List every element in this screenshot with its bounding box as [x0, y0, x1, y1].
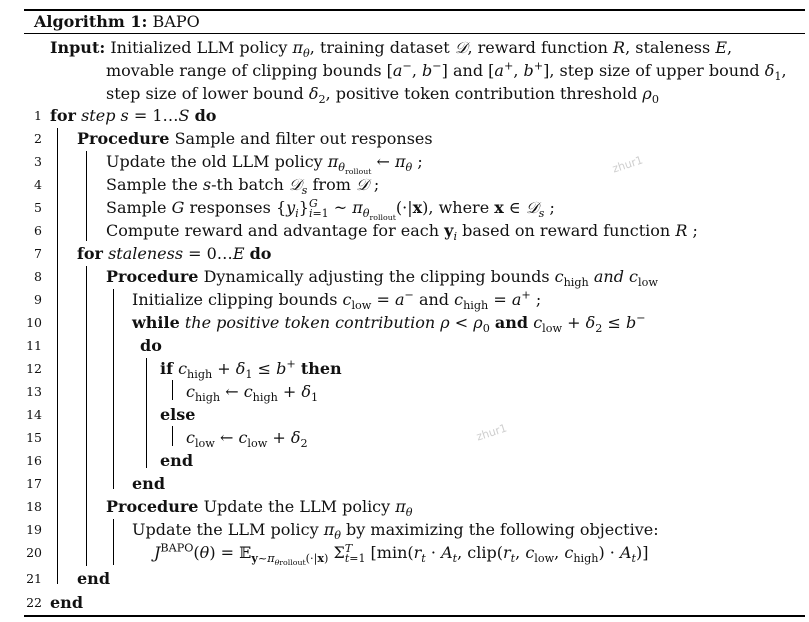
keyword-end: end: [77, 569, 110, 588]
line-number: 4: [34, 177, 42, 192]
line-18: Procedure Update the LLM policy $\pi_\theta$: [106, 497, 413, 520]
line-number: 9: [34, 292, 42, 307]
keyword-do: do: [249, 244, 272, 263]
for-loop-bar: [57, 128, 58, 584]
keyword-procedure: Procedure: [106, 497, 199, 516]
line-number: 21: [26, 571, 42, 586]
line-number: 3: [34, 154, 42, 169]
line-number: 13: [26, 384, 42, 399]
line-number: 16: [26, 453, 42, 468]
keyword-and: and: [494, 313, 529, 332]
line-number: 2: [34, 131, 42, 146]
line-20: $J^{BAPO}(\theta)$ = 𝔼$_{y\sim\pi_{\theta rollout}(\cdot|x)}$ ΣT t=1 [$\min(r_t \cdot A_t$, $clip(r_t$, $c_{low}$, $c_{high}) \cdot A_t$)]: [154, 541, 649, 568]
line-7: for staleness = 0…E do: [77, 244, 272, 263]
keyword-end: end: [160, 451, 193, 470]
line-number: 8: [34, 269, 42, 284]
keyword-end: end: [132, 474, 165, 493]
line-number: 19: [26, 522, 42, 537]
algorithm-name: BAPO: [152, 12, 200, 31]
keyword-while: while: [132, 313, 180, 332]
line-number: 5: [34, 200, 42, 215]
line-number: 11: [26, 338, 42, 353]
line-15: $c_{low}$ ← $c_{low} + \delta_2$: [186, 428, 308, 451]
line-13: $c_{high}$ ← $c_{high} + \delta_1$: [186, 382, 319, 405]
procedure-1-bar: [86, 151, 87, 241]
bottom-rule: [24, 615, 805, 617]
line-17: [132, 473, 165, 495]
line-3: Update the old LLM policy $\pi_{\theta_{rollout}}$ ← $\pi_\theta$ ;: [106, 152, 423, 177]
line-5: Sample G responses $\{y_i\}G$ i=1 ~ $\pi_{\theta_{rollout}}(\cdot|x)$, where x ∈ 𝒟$_s$ ;: [106, 196, 555, 223]
input-line-2: movable range of clipping bounds [a−, b−] and [a+, b+], step size of upper bound $\delta_1$,: [106, 59, 787, 84]
keyword-else: else: [160, 405, 196, 424]
keyword-if: if: [160, 359, 173, 378]
line-16: [160, 450, 193, 472]
line-number: 17: [26, 476, 42, 491]
line-number: 18: [26, 499, 42, 514]
line-number: 15: [26, 430, 42, 445]
line-14: [160, 404, 195, 426]
line-number: 12: [26, 361, 42, 376]
line-6: Compute reward and advantage for each $y_i$ based on reward function R ;: [106, 221, 698, 244]
algorithm-label: Algorithm 1:: [34, 12, 148, 31]
algorithm-title: [34, 12, 200, 32]
else-bar: [172, 426, 173, 446]
input-keyword: Input:: [50, 38, 106, 57]
keyword-then: then: [300, 359, 342, 378]
input-line-3: step size of lower bound $\delta_2$, positive token contribution threshold $\rho_0$: [106, 84, 659, 107]
line-10: while the positive token contribution $\rho < \rho_0$ and $c_{low} + \delta_2 \le b^-$: [132, 311, 646, 336]
keyword-procedure: Procedure: [106, 267, 199, 286]
line-9: Initialize clipping bounds $c_{low} = a^-$ and $c_{high} = a^+$ ;: [132, 288, 542, 313]
keyword-procedure: Procedure: [77, 129, 170, 148]
line-number: 10: [26, 315, 42, 330]
line-12: if $c_{high} + \delta_1 \le b^+$ then: [160, 357, 342, 382]
while-loop-bar: [146, 358, 147, 468]
line-11: [140, 335, 162, 357]
procedure-name: Sample and filter out responses: [174, 129, 433, 148]
keyword-do: do: [194, 106, 217, 125]
keyword-do: do: [140, 336, 162, 355]
staleness-loop-bar: [86, 266, 87, 566]
line-22: [50, 592, 83, 614]
line-2: [77, 128, 433, 150]
line-number: 22: [26, 595, 42, 610]
watermark: zhur1: [610, 153, 645, 176]
watermark: zhur1: [474, 421, 509, 444]
line-number: 14: [26, 407, 42, 422]
procedure-3-bar: [113, 519, 114, 565]
line-1: for step s = 1…S do: [50, 106, 217, 125]
line-number: 7: [34, 246, 42, 261]
line-8: Procedure Dynamically adjusting the clipping bounds $c_{high}$ and $c_{low}$: [106, 267, 658, 290]
input-line-1: Input: Initialized LLM policy $\pi_\theta$, training dataset 𝒟, reward function R, staleness E,: [50, 38, 733, 61]
keyword-for: for: [77, 244, 103, 263]
line-21: [77, 568, 110, 590]
if-bar: [172, 380, 173, 400]
top-rule: [24, 9, 805, 11]
line-number: 20: [26, 545, 42, 560]
line-number: 6: [34, 223, 42, 238]
line-19: Update the LLM policy $\pi_\theta$ by maximizing the following objective:: [132, 520, 659, 543]
procedure-name: Dynamically adjusting the clipping bounds: [203, 267, 550, 286]
line-4: Sample the s-th batch 𝒟$_s$ from 𝒟 ;: [106, 175, 380, 198]
keyword-for: for: [50, 106, 76, 125]
line-number: 1: [34, 108, 42, 123]
procedure-2-bar: [113, 289, 114, 489]
header-rule: [24, 33, 805, 34]
keyword-end: end: [50, 593, 83, 612]
